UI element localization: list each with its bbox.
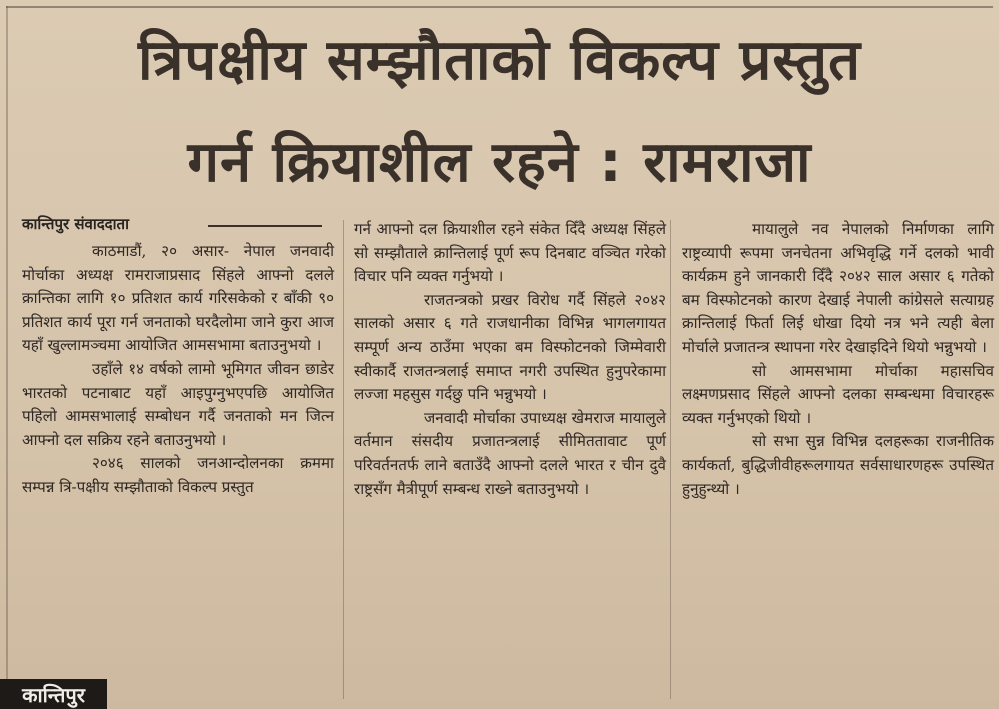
paragraph: गर्न आफ्नो दल क्रियाशील रहने संकेत दिँदै अध्यक्ष सिंहले सो सम्झौताले क्रान्तिलाई पूर्ण रूप दिनबाट वञ्चित गरेको विचार पनि व्यक्त गर्नुभयो ।: [354, 220, 666, 286]
left-border-rule: [6, 6, 8, 703]
article-column-3: [682, 218, 994, 501]
article-column-1: [22, 240, 334, 500]
paragraph: काठमाडौं, २० असार- नेपाल जनवादी मोर्चाका अध्यक्ष रामराजाप्रसाद सिंहले आफ्नो दलले क्रान्तिका लागि १० प्रतिशत कार्य गरिसकेको र बाँकी ९० प्रतिशत कार्य पूरा गर्न जनताको घरदैलोमा जाने कुरा आज यहाँ खुल्लामञ्चमा आयोजित आमसभामा बताउनुभयो ।: [22, 242, 334, 355]
paragraph: जनवादी मोर्चाका उपाध्यक्ष खेमराज मायालुले वर्तमान संसदीय प्रजातन्त्रलाई सीमिततावाट पूर्ण परिवर्तनतर्फ लाने बताउँदै आफ्नो दलले भारत र चीन दुवै राष्ट्रसँग मैत्रीपूर्ण सम्बन्ध राख्ने बताउनुभयो ।: [354, 408, 666, 498]
headline-line-1: त्रिपक्षीय सम्झौताको विकल्प प्रस्तुत: [137, 28, 862, 93]
kantipur-logo: कान्तिपुर: [0, 679, 107, 709]
paragraph: २०४६ सालको जनआन्दोलनका क्रममा सम्पन्न त्रि-पक्षीय सम्झौताको विकल्प प्रस्तुत: [22, 454, 334, 496]
paragraph: सो आमसभामा मोर्चाका महासचिव लक्ष्मणप्रसाद सिंहले आफ्नो दलका सम्बन्धमा विचारहरू व्यक्त गर्नुभएको थियो ।: [682, 361, 994, 427]
article-column-2: [354, 218, 666, 501]
byline: कान्तिपुर संवाददाता: [22, 215, 129, 233]
paragraph: राजतन्त्रको प्रखर विरोध गर्दै सिंहले २०४२ सालको असार ६ गते राजधानीका विभिन्न भागलगायत सम्पूर्ण अन्य ठाउँमा भएका बम विस्फोटनको जिम्मेवारी स्वीकार्दै राजतन्त्रलाई समाप्त नगरी उपस्थित हुनुपरेकामा लज्जा महसुस गर्दछु पनि भन्नुभयो ।: [354, 290, 666, 404]
paragraph: सो सभा सुन्न विभिन्न दलहरूका राजनीतिक कार्यकर्ता, बुद्धिजीवीहरूलगायत सर्वसाधारणहरू उपस्थित हुनुहुन्थ्यो ।: [682, 432, 994, 498]
headline-line-2: गर्न क्रियाशील रहने : रामराजा: [187, 130, 812, 195]
byline-underline: [208, 225, 322, 227]
top-border-rule: [6, 6, 993, 8]
paragraph: मायालुले नव नेपालको निर्माणका लागि राष्ट्रव्यापी रूपमा जनचेतना अभिवृद्धि गर्ने दलको भावी कार्यक्रम हुने जानकारी दिँदै २०४२ साल असार ६ गतेको बम विस्फोटनको कारण देखाई नेपाली कांग्रेसले सत्याग्रह क्रान्तिलाई फिर्ता लिई धोखा दियो नत्र भने त्यही बेला मोर्चाले प्रजातन्त्र स्थापना गरेर देखाइदिने थियो भन्नुभयो ।: [682, 220, 994, 356]
column-separator: [343, 220, 344, 699]
paragraph: उहाँले १४ वर्षको लामो भूमिगत जीवन छाडेर भारतको पटनाबाट यहाँ आइपुग्नुभएपछि आयोजित पहिलो आमसभालाई सम्बोधन गर्दै जनताको मन जित्न आफ्नो दल सक्रिय रहने बताउनुभयो ।: [22, 359, 334, 449]
column-separator: [670, 220, 671, 699]
